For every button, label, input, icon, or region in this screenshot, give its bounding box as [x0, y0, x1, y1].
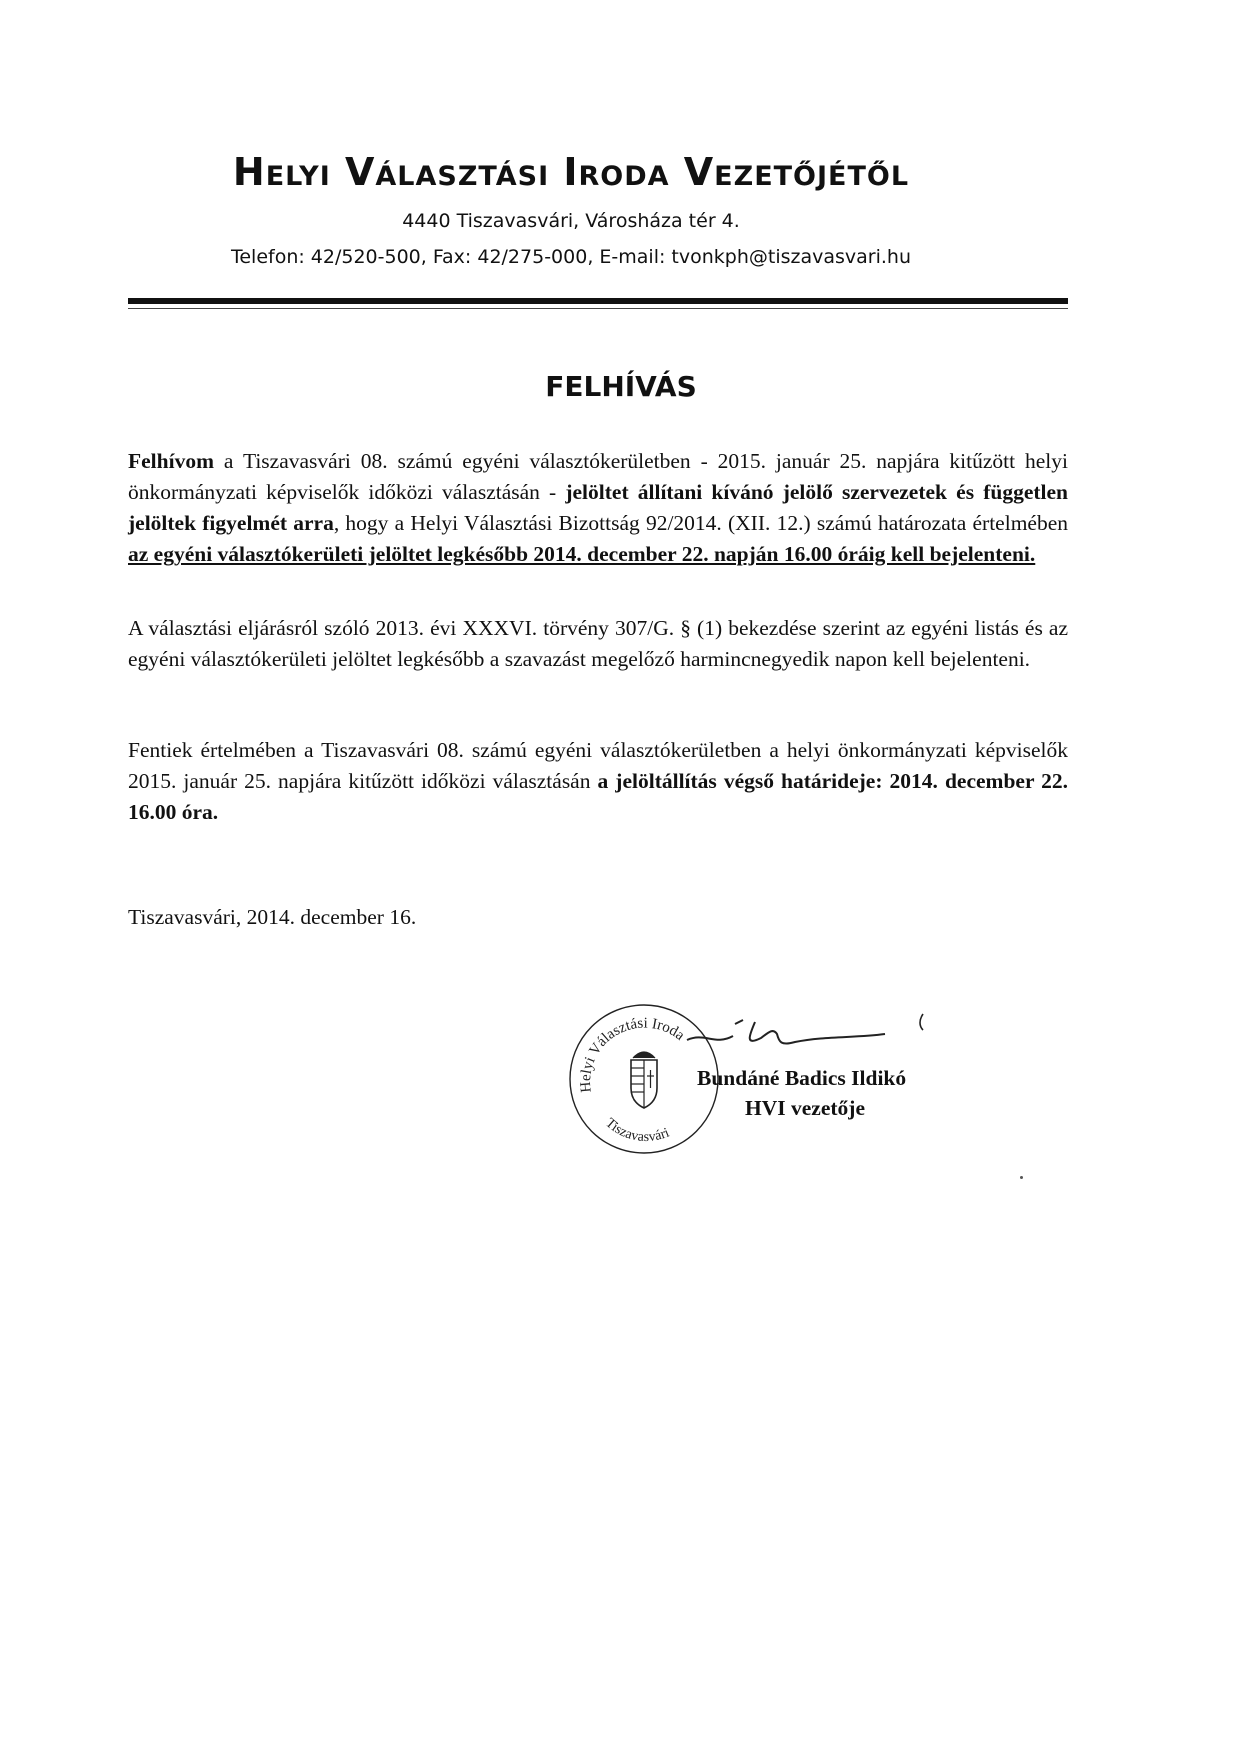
coat-of-arms-icon — [631, 1052, 657, 1108]
p1-text-a: a Tiszavasvári 08. számú egyéni választókerületben - 2015. január 25. napjára kitűzött helyi önkormányzati képviselők időközi választásán - — [128, 449, 1068, 504]
signer-name: Bundáné Badics Ildikó — [697, 1066, 907, 1090]
p3-bold-deadline: a jelöltállítás végső határideje: 2014. december 22. 16.00 óra. — [128, 769, 1068, 824]
paragraph-2: A választási eljárásról szóló 2013. évi XXXVI. törvény 307/G. § (1) bekezdése szerint az egyéni listás és az egyéni választókerületi jelöltet legkésőbb a szavazást megelőző harmincnegyedik napon kell bejelenteni. — [128, 616, 1068, 671]
letterhead-contact: Telefon: 42/520-500, Fax: 42/275-000, E-mail: tvonkph@tiszavasvari.hu — [230, 246, 912, 268]
document-title: FELHÍVÁS — [545, 370, 697, 403]
paragraph-3 — [128, 735, 1068, 828]
letterhead-address: 4440 Tiszavasvári, Városháza tér 4. — [402, 210, 740, 232]
letterhead-title-text: Helyi Választási Iroda Vezetőjétől — [232, 150, 910, 194]
stamp-text-top: Helyi Választási Iroda — [577, 1015, 688, 1094]
stamp-text-bottom: Tiszavasvári — [602, 1115, 672, 1145]
p1-underlined-deadline: az egyéni választókerületi jelöltet legkésőbb 2014. december 22. napján 16.00 óráig kell bejelenteni. — [128, 542, 1036, 566]
p3-text: Fentiek értelmében a Tiszavasvári 08. számú egyéni választókerületben a helyi önkormányzati képviselők 2015. január 25. napjára kitűzött időközi választásán — [128, 738, 1068, 793]
svg-text:Tiszavasvári — [602, 1116, 672, 1145]
p1-bold-lead: Felhívom — [128, 449, 214, 473]
p1-bold-middle: jelöltet állítani kívánó jelölő szervezetek és független jelöltek figyelmét arra — [128, 480, 1068, 535]
header-divider — [128, 298, 1068, 304]
signer-role: HVI vezetője — [745, 1096, 865, 1120]
scan-speck — [1020, 1176, 1023, 1179]
letterhead-title — [30, 150, 1112, 194]
paragraph-1 — [128, 446, 1068, 570]
handwritten-signature — [685, 1002, 945, 1062]
date-line: Tiszavasvári, 2014. december 16. — [128, 905, 417, 929]
svg-text:Helyi Választási Iroda — [578, 1016, 688, 1094]
p1-text-b: , hogy a Helyi Választási Bizottság 92/2014. (XII. 12.) számú határozata értelmében — [333, 511, 1068, 535]
header-divider-thin — [128, 308, 1068, 309]
